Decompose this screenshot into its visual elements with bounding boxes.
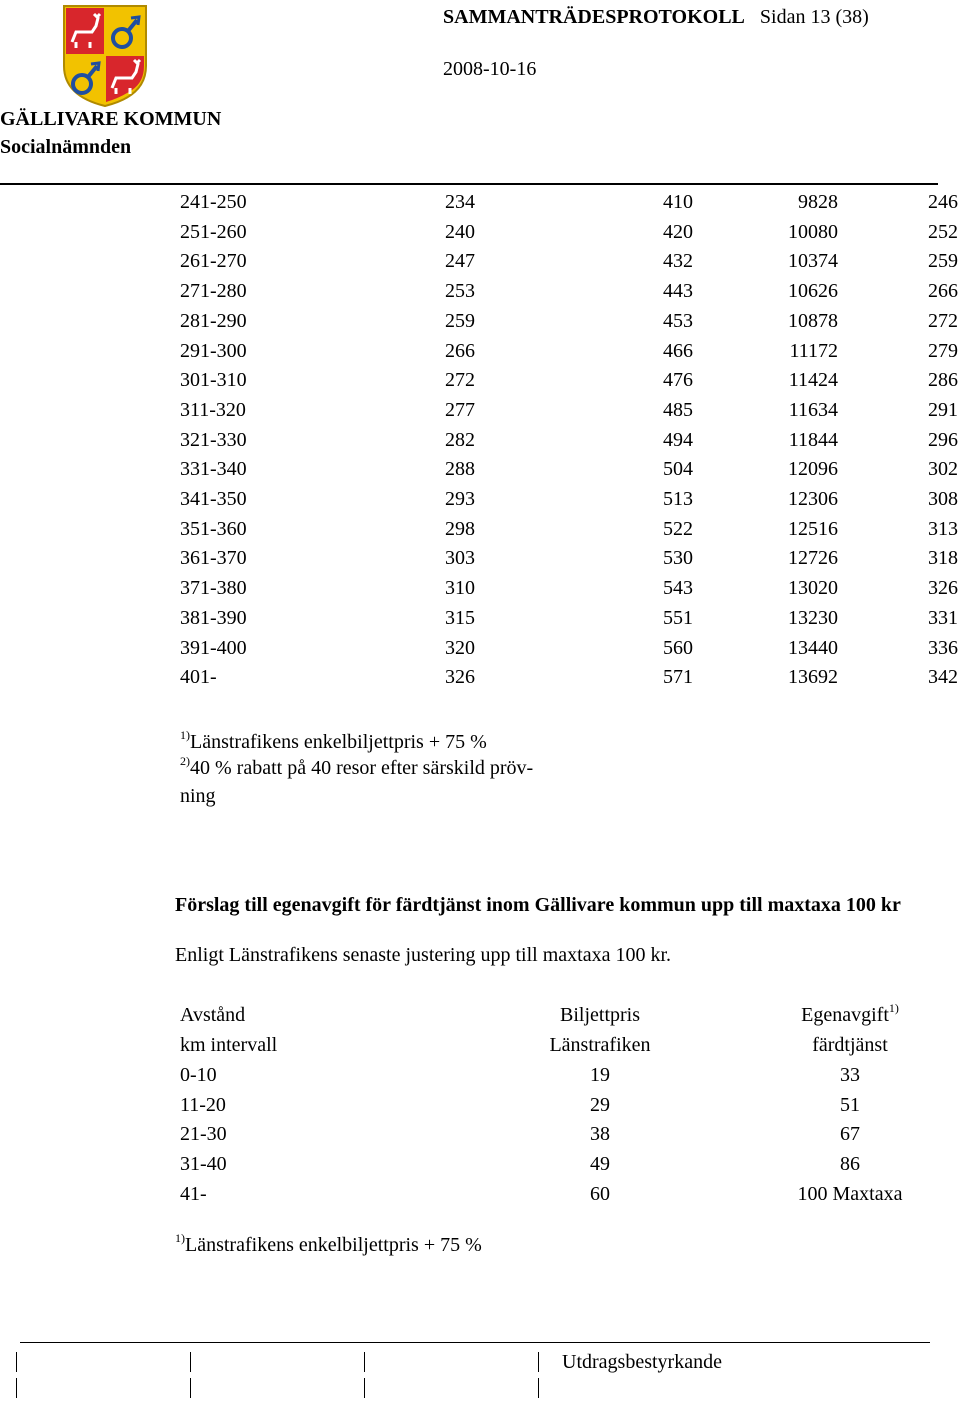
table-row <box>0 637 960 667</box>
table-cell: 12306 <box>788 488 838 510</box>
table-cell: 240 <box>445 220 475 243</box>
table-cell: 9828 <box>798 191 838 213</box>
table-cell: 494 <box>663 428 693 451</box>
table2-header-distance: Avstånd <box>180 1004 246 1026</box>
table-cell: 10080 <box>788 220 838 243</box>
table-row <box>0 518 960 548</box>
table-cell: 443 <box>663 280 693 303</box>
signature-box-divider <box>190 1378 191 1398</box>
table-cell: 11-20 <box>180 1093 226 1116</box>
table-cell: 19 <box>590 1064 610 1086</box>
table-cell: 326 <box>928 577 958 600</box>
footnote-1-text: Länstrafikens enkelbiljettpris + 75 % <box>190 731 487 753</box>
table-row <box>0 399 960 429</box>
table-cell: 279 <box>928 339 958 362</box>
table-cell: 296 <box>928 428 958 451</box>
table-row <box>0 250 960 280</box>
table-cell: 12516 <box>788 517 838 540</box>
header-divider <box>0 183 938 185</box>
table-cell: 10626 <box>788 280 838 303</box>
table-cell: 361-370 <box>180 547 247 570</box>
table-cell: 293 <box>445 488 475 510</box>
signature-box-divider <box>364 1378 365 1398</box>
signature-box-divider <box>16 1378 17 1398</box>
table-cell: 420 <box>663 220 693 243</box>
table-cell: 282 <box>445 428 475 451</box>
table-cell: 247 <box>445 250 475 273</box>
table-row <box>0 458 960 488</box>
coat-of-arms-logo <box>62 4 148 108</box>
table-cell: 10878 <box>788 309 838 332</box>
table-cell: 252 <box>928 220 958 243</box>
table-cell: 13230 <box>788 606 838 629</box>
table-cell: 336 <box>928 636 958 659</box>
table2-header-fee-label: Egenavgift <box>801 1004 889 1026</box>
table-cell: 271-280 <box>180 280 247 303</box>
table-cell: 571 <box>663 666 693 689</box>
table-row <box>0 221 960 251</box>
table2-header-fee <box>801 1001 899 1027</box>
table-cell: 391-400 <box>180 636 247 659</box>
table-row <box>0 429 960 459</box>
table-cell: 401- <box>180 666 217 689</box>
table2-footnote <box>175 1231 482 1257</box>
table-cell: 13440 <box>788 636 838 659</box>
table-cell: 342 <box>928 666 958 689</box>
table-cell: 301-310 <box>180 369 247 392</box>
table2-header-fee-marker: 1) <box>888 1001 899 1015</box>
table-cell: 33 <box>840 1064 860 1086</box>
table-row <box>0 310 960 340</box>
table-row <box>0 1064 960 1094</box>
table-cell: 326 <box>445 666 475 689</box>
table2-subheader-row <box>0 1034 960 1064</box>
footnote-1-marker: 1) <box>180 728 190 742</box>
table-cell: 253 <box>445 280 475 303</box>
table-cell: 21-30 <box>180 1123 227 1146</box>
table-cell: 0-10 <box>180 1064 217 1086</box>
table-cell: 13020 <box>788 577 838 600</box>
table-cell: 485 <box>663 398 693 421</box>
table-cell: 302 <box>928 458 958 481</box>
table-cell: 41- <box>180 1182 207 1205</box>
table-row <box>0 191 960 221</box>
table-cell: 291 <box>928 398 958 421</box>
table-cell: 38 <box>590 1123 610 1146</box>
table-cell: 266 <box>445 339 475 362</box>
table-cell: 51 <box>840 1093 860 1116</box>
table-cell: 381-390 <box>180 606 247 629</box>
footnote-2 <box>180 754 534 780</box>
table-cell: 67 <box>840 1123 860 1146</box>
signature-box-divider <box>16 1352 17 1372</box>
table-cell: 246 <box>928 191 958 213</box>
table-cell: 288 <box>445 458 475 481</box>
table2-footnote-marker: 1) <box>175 1231 185 1245</box>
table-row <box>0 607 960 637</box>
signature-box-divider <box>538 1378 539 1398</box>
table-row <box>0 1123 960 1153</box>
table-row <box>0 1153 960 1183</box>
table-cell: 313 <box>928 517 958 540</box>
table-row <box>0 340 960 370</box>
table-cell: 251-260 <box>180 220 247 243</box>
page-number: Sidan 13 (38) <box>759 6 869 28</box>
table-cell: 272 <box>445 369 475 392</box>
department-name: Socialnämnden <box>0 136 132 158</box>
table-cell: 321-330 <box>180 428 247 451</box>
table-cell: 476 <box>663 369 693 392</box>
table-cell: 410 <box>663 191 693 213</box>
table-cell: 286 <box>928 369 958 392</box>
table-cell: 31-40 <box>180 1153 227 1176</box>
table-cell: 453 <box>663 309 693 332</box>
table-row <box>0 547 960 577</box>
footnote-2-continuation: ning <box>180 785 216 807</box>
section-heading: Förslag till egenavgift för färdtjänst inom Gällivare kommun upp till maxtaxa 100 kr <box>175 894 901 916</box>
table-row <box>0 369 960 399</box>
table-cell: 29 <box>590 1093 610 1116</box>
table-row <box>0 1094 960 1124</box>
table-cell: 311-320 <box>180 398 246 421</box>
signature-box-divider <box>538 1352 539 1372</box>
table-cell: 291-300 <box>180 339 247 362</box>
table-cell: 12096 <box>788 458 838 481</box>
table-cell: 261-270 <box>180 250 247 273</box>
organization-name: GÄLLIVARE KOMMUN <box>0 108 222 130</box>
table-cell: 310 <box>445 577 475 600</box>
footer-rule <box>20 1342 930 1343</box>
table-cell: 560 <box>663 636 693 659</box>
signature-box-divider <box>190 1352 191 1372</box>
header-title-line <box>443 6 869 29</box>
table2-subheader-fardtjanst: färdtjänst <box>812 1034 888 1056</box>
table-row <box>0 666 960 696</box>
table-cell: 10374 <box>788 250 838 273</box>
table-cell: 86 <box>840 1153 860 1176</box>
table2-footnote-text: Länstrafikens enkelbiljettpris + 75 % <box>185 1234 482 1256</box>
table-cell: 315 <box>445 606 475 629</box>
table-cell: 241-250 <box>180 191 247 213</box>
table2-header-row <box>0 1001 960 1034</box>
table-cell: 13692 <box>788 666 838 689</box>
table-cell: 11172 <box>789 339 838 362</box>
table-cell: 530 <box>663 547 693 570</box>
table-cell: 266 <box>928 280 958 303</box>
section-body: Enligt Länstrafikens senaste justering upp till maxtaxa 100 kr. <box>175 944 672 966</box>
table-cell: 351-360 <box>180 517 247 540</box>
signature-box-divider <box>364 1352 365 1372</box>
table-cell: 49 <box>590 1153 610 1176</box>
footnote-2-text: 40 % rabatt på 40 resor efter särskild pröv- <box>190 757 534 779</box>
table-cell: 371-380 <box>180 577 247 600</box>
table-cell: 522 <box>663 517 693 540</box>
table-cell: 281-290 <box>180 309 247 332</box>
document-type: SAMMANTRÄDESPROTOKOLL <box>443 6 745 28</box>
table-cell: 12726 <box>788 547 838 570</box>
table-cell: 341-350 <box>180 488 247 510</box>
table-cell: 60 <box>590 1182 610 1205</box>
table-row <box>0 1183 960 1213</box>
table-cell: 259 <box>928 250 958 273</box>
table-cell: 303 <box>445 547 475 570</box>
table-cell: 331 <box>928 606 958 629</box>
table2-subheader-lanstrafiken: Länstrafiken <box>549 1034 651 1056</box>
table-cell: 466 <box>663 339 693 362</box>
table-cell: 272 <box>928 309 958 332</box>
meeting-date: 2008-10-16 <box>443 58 537 80</box>
table-row <box>0 577 960 607</box>
table-cell: 432 <box>663 250 693 273</box>
table-cell: 504 <box>663 458 693 481</box>
table2-header-ticket-price: Biljettpris <box>560 1004 640 1026</box>
table-cell: 551 <box>663 606 693 629</box>
certification-label: Utdragsbestyrkande <box>562 1351 722 1373</box>
table-cell: 331-340 <box>180 458 247 481</box>
table-cell: 11844 <box>788 428 838 451</box>
footnote-2-marker: 2) <box>180 754 190 768</box>
table2-subheader-km: km intervall <box>180 1034 278 1056</box>
table-cell: 513 <box>663 488 693 510</box>
table-cell: 318 <box>928 547 958 570</box>
table-cell: 234 <box>445 191 475 213</box>
table-cell: 543 <box>663 577 693 600</box>
table-cell: 320 <box>445 636 475 659</box>
footnote-1 <box>180 728 487 754</box>
table-cell: 100 Maxtaxa <box>797 1182 903 1205</box>
table-row <box>0 280 960 310</box>
table-cell: 277 <box>445 398 475 421</box>
table-cell: 308 <box>928 488 958 510</box>
table-cell: 259 <box>445 309 475 332</box>
table-cell: 298 <box>445 517 475 540</box>
table-row <box>0 488 960 518</box>
table-cell: 11634 <box>788 398 838 421</box>
table-cell: 11424 <box>788 369 838 392</box>
